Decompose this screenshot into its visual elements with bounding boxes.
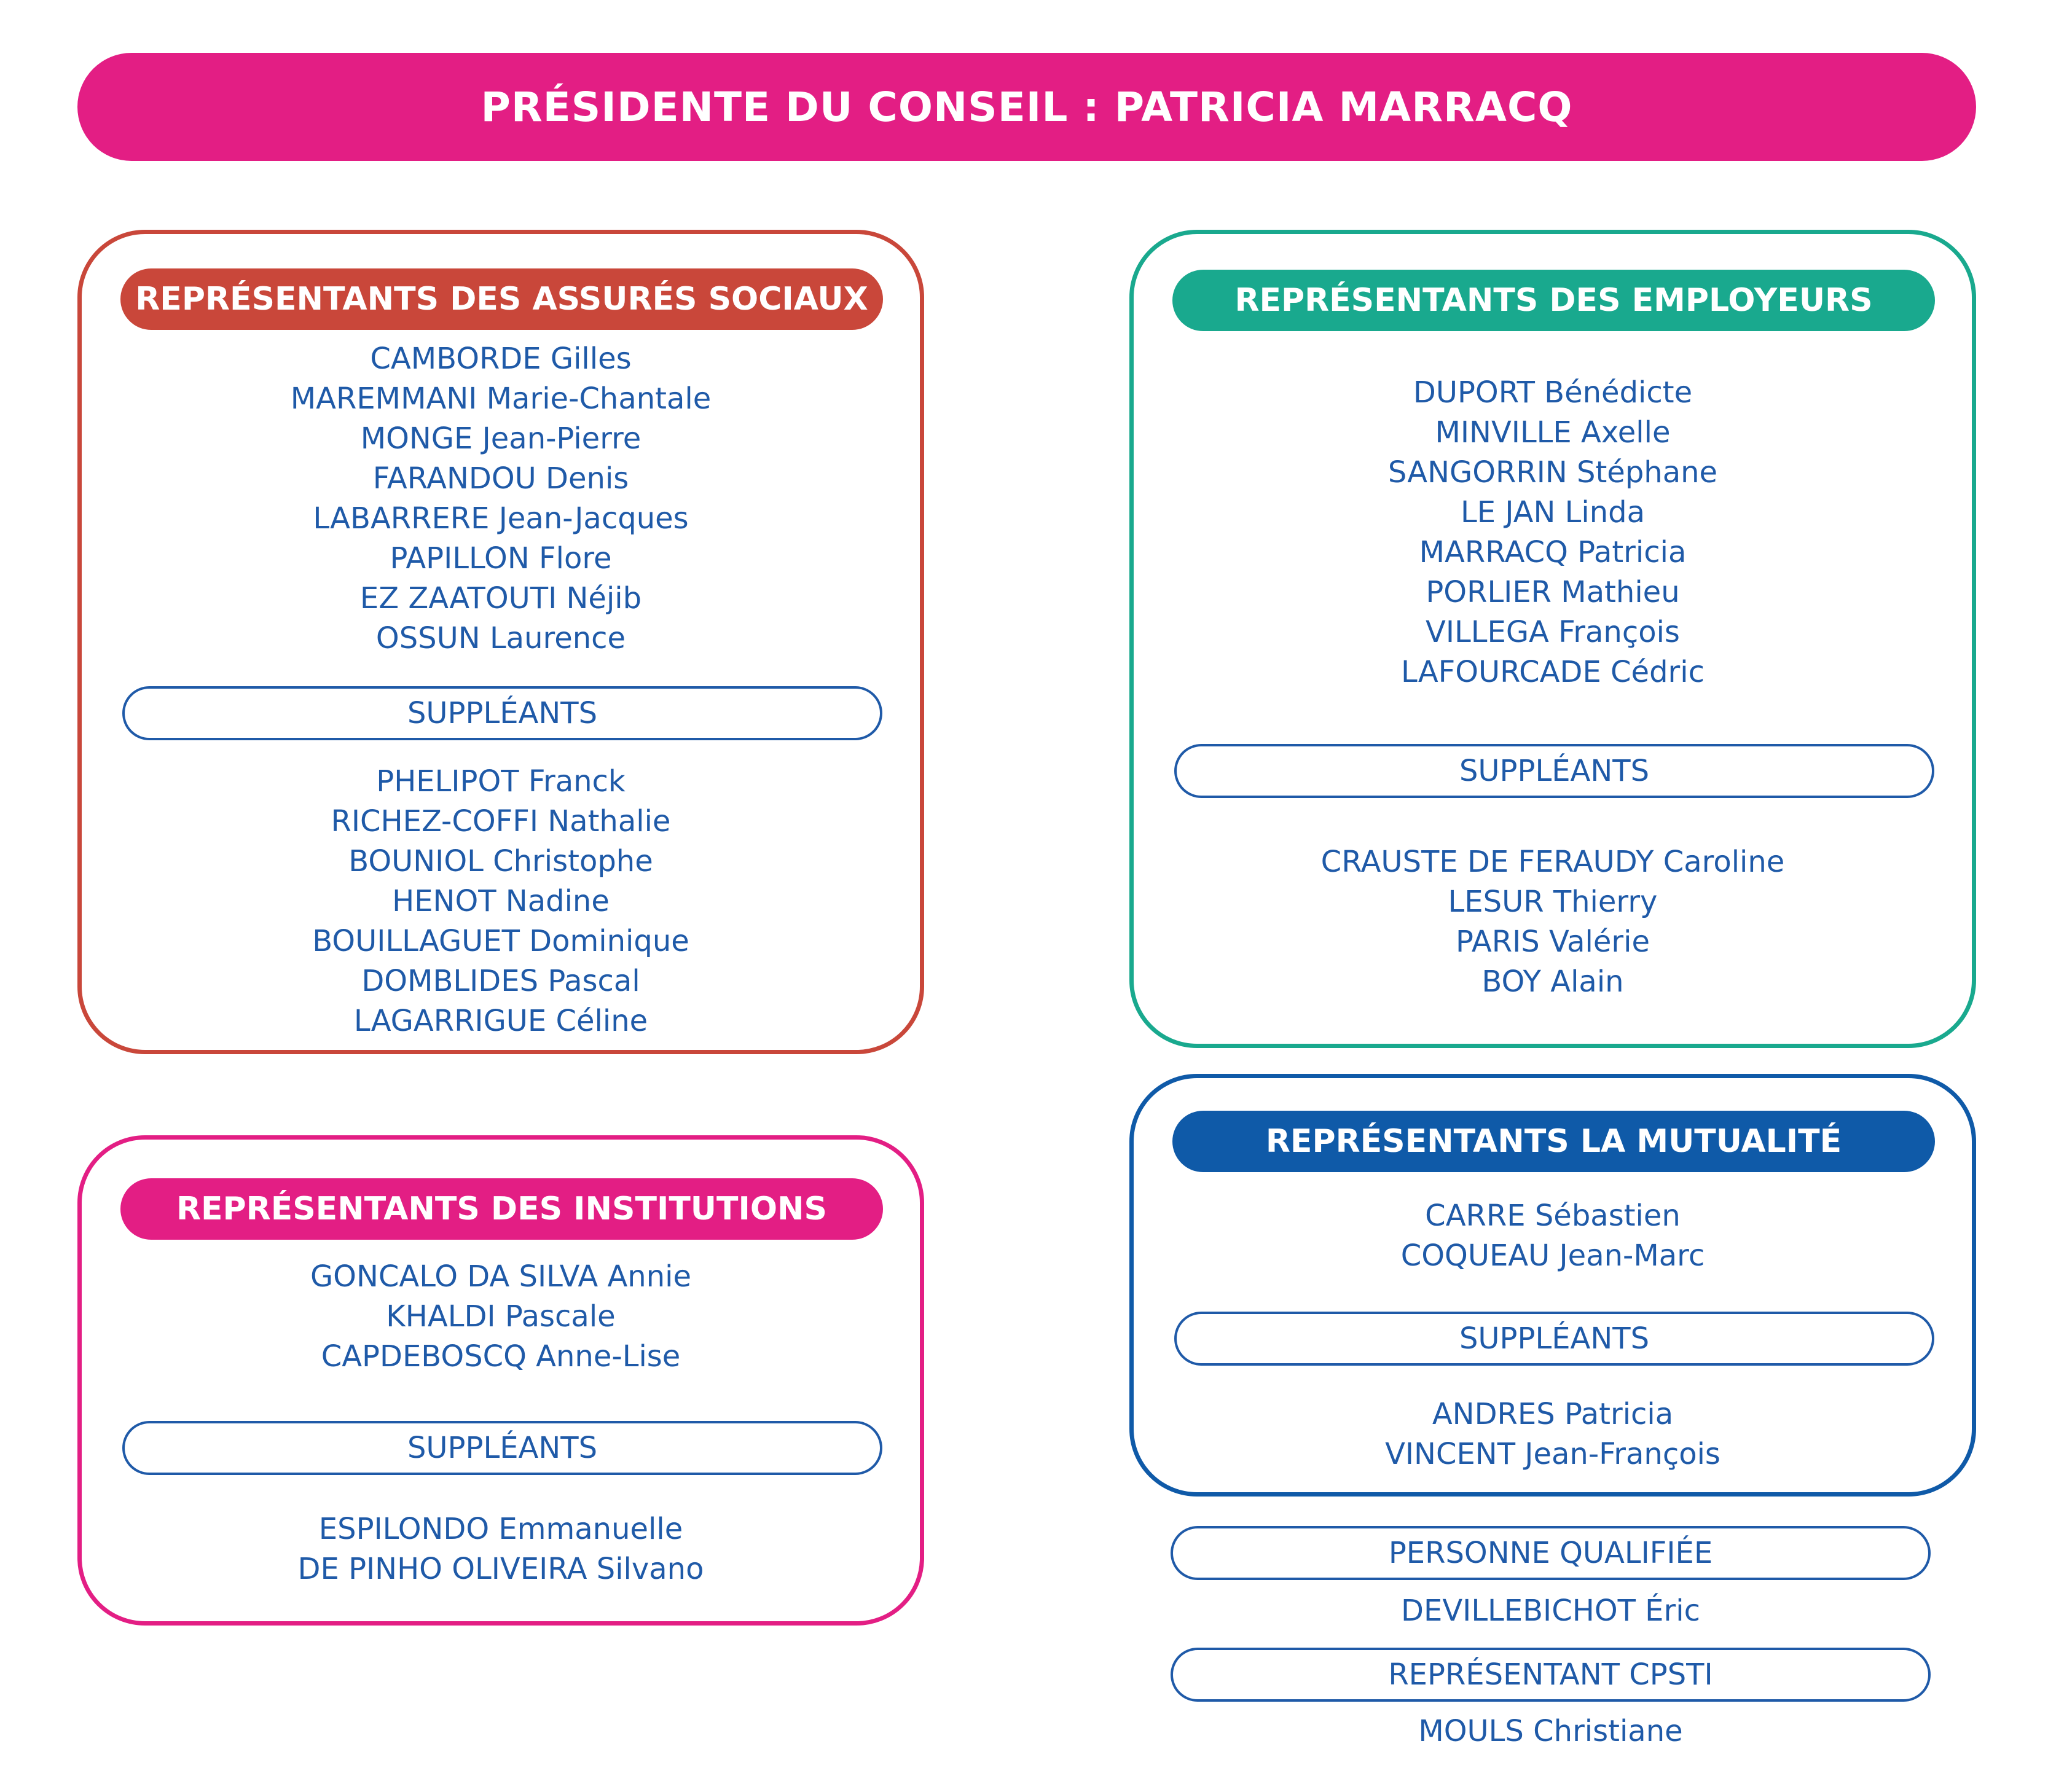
- member-name: MAREMMANI Marie-Chantale: [290, 381, 712, 416]
- member-name: BOY Alain: [1481, 964, 1624, 999]
- member-name: BOUILLAGUET Dominique: [312, 924, 689, 958]
- member-name: CRAUSTE DE FERAUDY Caroline: [1320, 845, 1785, 879]
- suppleants-label-assures: SUPPLÉANTS: [122, 686, 882, 740]
- member-name: LESUR Thierry: [1448, 885, 1658, 919]
- panel-header-mutualite: REPRÉSENTANTS LA MUTUALITÉ: [1172, 1111, 1935, 1172]
- member-name: CAPDEBOSCQ Anne-Lise: [321, 1339, 681, 1374]
- member-name: PARIS Valérie: [1456, 925, 1650, 959]
- member-name: COQUEAU Jean-Marc: [1400, 1238, 1705, 1273]
- representant-cpsti-name: MOULS Christiane: [1418, 1714, 1683, 1748]
- member-name: CARRE Sébastien: [1425, 1199, 1681, 1233]
- member-name: RICHEZ-COFFI Nathalie: [331, 804, 671, 839]
- member-name: OSSUN Laurence: [375, 621, 626, 655]
- titulaires-list-employeurs: [1134, 373, 1972, 692]
- member-name: BOUNIOL Christophe: [348, 844, 653, 878]
- member-name: MINVILLE Axelle: [1435, 415, 1671, 450]
- panel-employeurs: [1129, 230, 1976, 1048]
- panel-header-assures-sociaux: REPRÉSENTANTS DES ASSURÉS SOCIAUX: [120, 268, 883, 330]
- personne-qualifiee-name: DEVILLEBICHOT Éric: [1401, 1594, 1700, 1628]
- page-title: PRÉSIDENTE DU CONSEIL : PATRICIA MARRACQ: [77, 53, 1976, 161]
- member-name: LAFOURCADE Cédric: [1400, 655, 1705, 689]
- panel-header-institutions: REPRÉSENTANTS DES INSTITUTIONS: [120, 1178, 883, 1240]
- titulaires-list-institutions: [82, 1257, 920, 1377]
- panel-mutualite: [1129, 1074, 1976, 1497]
- member-name: MONGE Jean-Pierre: [360, 421, 641, 456]
- member-name: ANDRES Patricia: [1432, 1397, 1674, 1431]
- member-name: DOMBLIDES Pascal: [361, 964, 640, 998]
- member-name: KHALDI Pascale: [386, 1299, 616, 1334]
- representant-cpsti-label: REPRÉSENTANT CPSTI: [1171, 1648, 1931, 1702]
- member-name: DE PINHO OLIVEIRA Silvano: [297, 1552, 704, 1586]
- suppleants-list-assures: [82, 762, 920, 1041]
- member-name: PHELIPOT Franck: [376, 764, 626, 799]
- member-name: GONCALO DA SILVA Annie: [310, 1259, 691, 1294]
- titulaires-list-mutualite: [1134, 1196, 1972, 1276]
- member-name: MARRACQ Patricia: [1419, 535, 1687, 569]
- member-name: ESPILONDO Emmanuelle: [318, 1512, 683, 1546]
- titulaires-list-assures: [82, 339, 920, 659]
- member-name: CAMBORDE Gilles: [370, 342, 632, 376]
- member-name: VINCENT Jean-François: [1385, 1437, 1720, 1471]
- suppleants-list-employeurs: [1134, 842, 1972, 1002]
- panel-institutions: [77, 1135, 924, 1626]
- member-name: LE JAN Linda: [1460, 495, 1646, 530]
- suppleants-label-employeurs: SUPPLÉANTS: [1174, 744, 1934, 798]
- member-name: FARANDOU Denis: [372, 461, 629, 496]
- member-name: HENOT Nadine: [392, 884, 610, 918]
- suppleants-list-mutualite: [1134, 1395, 1972, 1474]
- suppleants-list-institutions: [82, 1509, 920, 1589]
- member-name: EZ ZAATOUTI Néjib: [359, 581, 642, 616]
- member-name: PAPILLON Flore: [390, 541, 612, 576]
- member-name: DUPORT Bénédicte: [1413, 375, 1693, 410]
- member-name: LAGARRIGUE Céline: [353, 1004, 648, 1038]
- suppleants-label-institutions: SUPPLÉANTS: [122, 1421, 882, 1475]
- suppleants-label-mutualite: SUPPLÉANTS: [1174, 1312, 1934, 1366]
- member-name: VILLEGA François: [1426, 615, 1680, 649]
- member-name: PORLIER Mathieu: [1426, 575, 1680, 609]
- panel-assures-sociaux: [77, 230, 924, 1054]
- member-name: SANGORRIN Stéphane: [1387, 455, 1718, 490]
- member-name: LABARRERE Jean-Jacques: [313, 501, 689, 536]
- panel-header-employeurs: REPRÉSENTANTS DES EMPLOYEURS: [1172, 270, 1935, 331]
- personne-qualifiee-label: PERSONNE QUALIFIÉE: [1171, 1526, 1931, 1580]
